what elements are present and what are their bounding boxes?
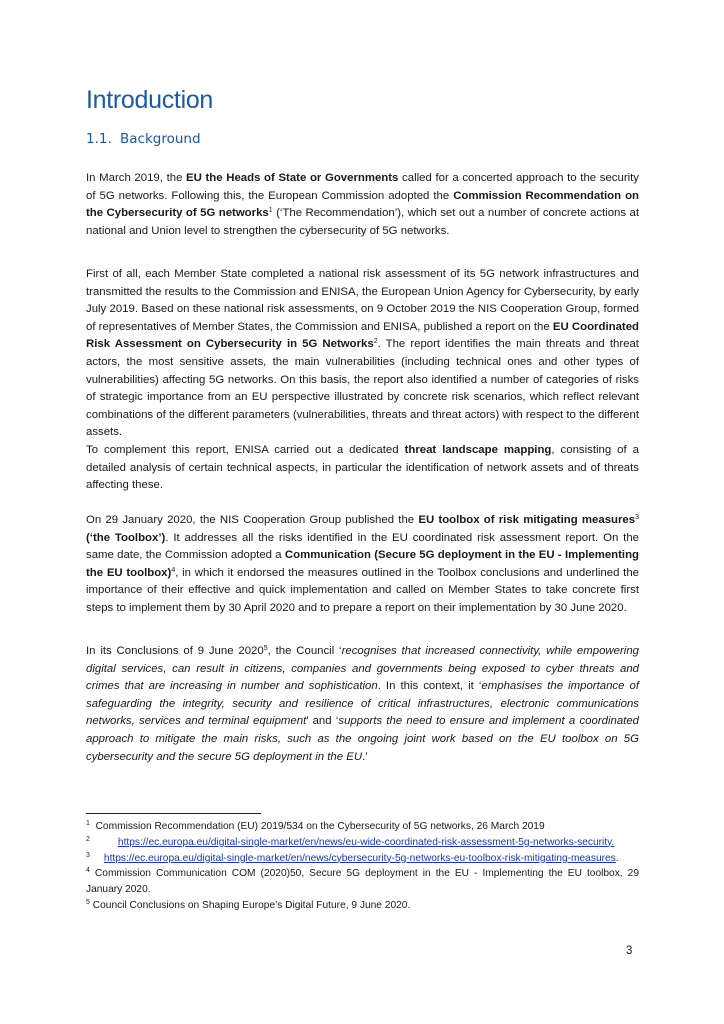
- bold-text: (‘the Toolbox’): [86, 531, 166, 544]
- footnote-3: [86, 851, 639, 867]
- text: . The report identifies the main threats and threat actors, the most sensitive assets, the main vulnerabilities (including technical ones and other types of vulnerabilities) affecting 5G networks. On this basis, the report also identified a number of categories of risks of strategic importance from an EU perspective illustrated by concrete risk scenarios, which reflect relevant combinations of the different parameters (vulnerabilities, threats and threat actors) with respect to the different assets.: [86, 338, 639, 439]
- text: , consisting of a detailed analysis of certain technical aspects, in particular the identification of network assets and of threats affecting these.: [86, 444, 640, 492]
- bold-text: EU toolbox of risk mitigating measures: [418, 514, 636, 526]
- page-title: Introduction: [86, 86, 214, 114]
- paragraph-5: [86, 643, 639, 766]
- footnote-mark: 3: [86, 851, 90, 859]
- footnote-1: [86, 819, 639, 835]
- text: , in which it endorsed the measures outlined in the Toolbox conclusions and underlined the importance of their effective and quick implementation and called on Member States to take concrete first steps to implement them by 30 April 2020 and to prepare a report on their implementation by 30 June 2020.: [86, 566, 639, 614]
- italic-quote: recognises that increased connectivity, while empowering digital services, can result in citizens, companies and governments being exposed to cyber threats and crimes that are increasing in number and sophistication: [86, 645, 639, 693]
- footnote-mark: 1: [86, 820, 90, 827]
- text: First of all, each Member State completed a national risk assessment of its 5G network infrastructures and transmitted the results to the Commission and ENISA, the European Union Agency for Cybersecurity, by early July 2019. Based on these national risk assessments, on 9 October 2019 the NIS Cooperation Group, formed of representatives of Member States, the Commission and ENISA, published a report on the: [86, 268, 639, 333]
- bold-text: threat landscape mapping: [404, 444, 552, 456]
- text: , the Council ‘: [267, 645, 342, 657]
- section-number: 1.1.: [86, 131, 112, 147]
- footnote-text: .: [615, 852, 619, 864]
- text: ’ and ‘: [306, 715, 339, 728]
- footnote-5: [86, 898, 639, 914]
- italic-quote: emphasises the importance of safeguarding the integrity, security and resilience of critical infrastructures, electronic communications networks, services and terminal equipment: [86, 680, 639, 728]
- footnote-mark: 4: [86, 867, 90, 875]
- page-number: 3: [626, 945, 633, 957]
- paragraph-3: [86, 442, 639, 495]
- footnote-ref[interactable]: 4: [171, 566, 176, 574]
- text: . In this context, it ‘: [377, 680, 482, 693]
- bold-text: Communication (Secure 5G deployment in the EU - Implementing the EU toolbox): [86, 549, 639, 579]
- text: .’: [362, 750, 368, 763]
- bold-text: EU Coordinated Risk Assessment on Cybersecurity in 5G Networks: [86, 320, 639, 351]
- footnote-4: [86, 866, 639, 898]
- text: . It addresses all the risks identified in the EU coordinated risk assessment report. On the same date, the Commission adopted a: [86, 531, 640, 562]
- section-heading: [86, 131, 201, 147]
- footnote-text: Commission Communication COM (2020)50, Secure 5G deployment in the EU - Implementing the EU toolbox, 29 January 2020.: [86, 868, 639, 896]
- text: In its Conclusions of 9 June 2020: [86, 645, 264, 657]
- footnote-ref[interactable]: 1: [268, 207, 273, 215]
- bold-text: Commission Recommendation on the Cybersecurity of 5G networks: [86, 189, 639, 220]
- footnote-mark: 5: [86, 898, 90, 906]
- text: called for a concerted approach to the security of 5G networks. Following this, the European Commission adopted the: [86, 172, 639, 202]
- text: (‘The Recommendation’), which set out a number of concrete actions at national and Union level to strengthen the cybersecurity of 5G networks.: [86, 207, 639, 237]
- text: On 29 January 2020, the NIS Cooperation Group published the: [86, 514, 419, 526]
- footnote-separator: [86, 813, 261, 814]
- footnote-link[interactable]: https://ec.europa.eu/digital-single-market/en/news/eu-wide-coordinated-risk-assessment-5g-networks-security.: [117, 836, 615, 848]
- footnote-link[interactable]: https://ec.europa.eu/digital-single-market/en/news/cybersecurity-5g-networks-eu-toolbox-risk-mitigating-measures: [103, 852, 616, 864]
- paragraph-4: [86, 512, 639, 618]
- text: In March 2019, the: [86, 172, 187, 184]
- footnote-mark: 2: [86, 835, 90, 843]
- text: To complement this report, ENISA carried out a dedicated: [86, 444, 405, 456]
- footnote-text: Council Conclusions on Shaping Europe’s Digital Future, 9 June 2020.: [92, 899, 411, 911]
- section-title: Background: [120, 131, 201, 147]
- footnote-ref[interactable]: 3: [635, 514, 639, 521]
- paragraph-2: [86, 266, 639, 442]
- footnote-2: [86, 835, 639, 851]
- footnote-text: Commission Recommendation (EU) 2019/534 on the Cybersecurity of 5G networks, 26 March 2019: [95, 821, 545, 832]
- paragraph-1: [86, 170, 639, 240]
- bold-text: EU the Heads of State or Governments: [186, 172, 399, 184]
- footnotes: [86, 819, 639, 914]
- italic-quote: supports the need to ensure and implement a coordinated approach to mitigate the main risks, such as the ongoing joint work based on the EU toolbox on 5G cybersecurity and the secure 5G deployment in the EU: [86, 715, 639, 763]
- footnote-ref[interactable]: 2: [373, 338, 378, 346]
- footnote-ref[interactable]: 5: [263, 645, 268, 652]
